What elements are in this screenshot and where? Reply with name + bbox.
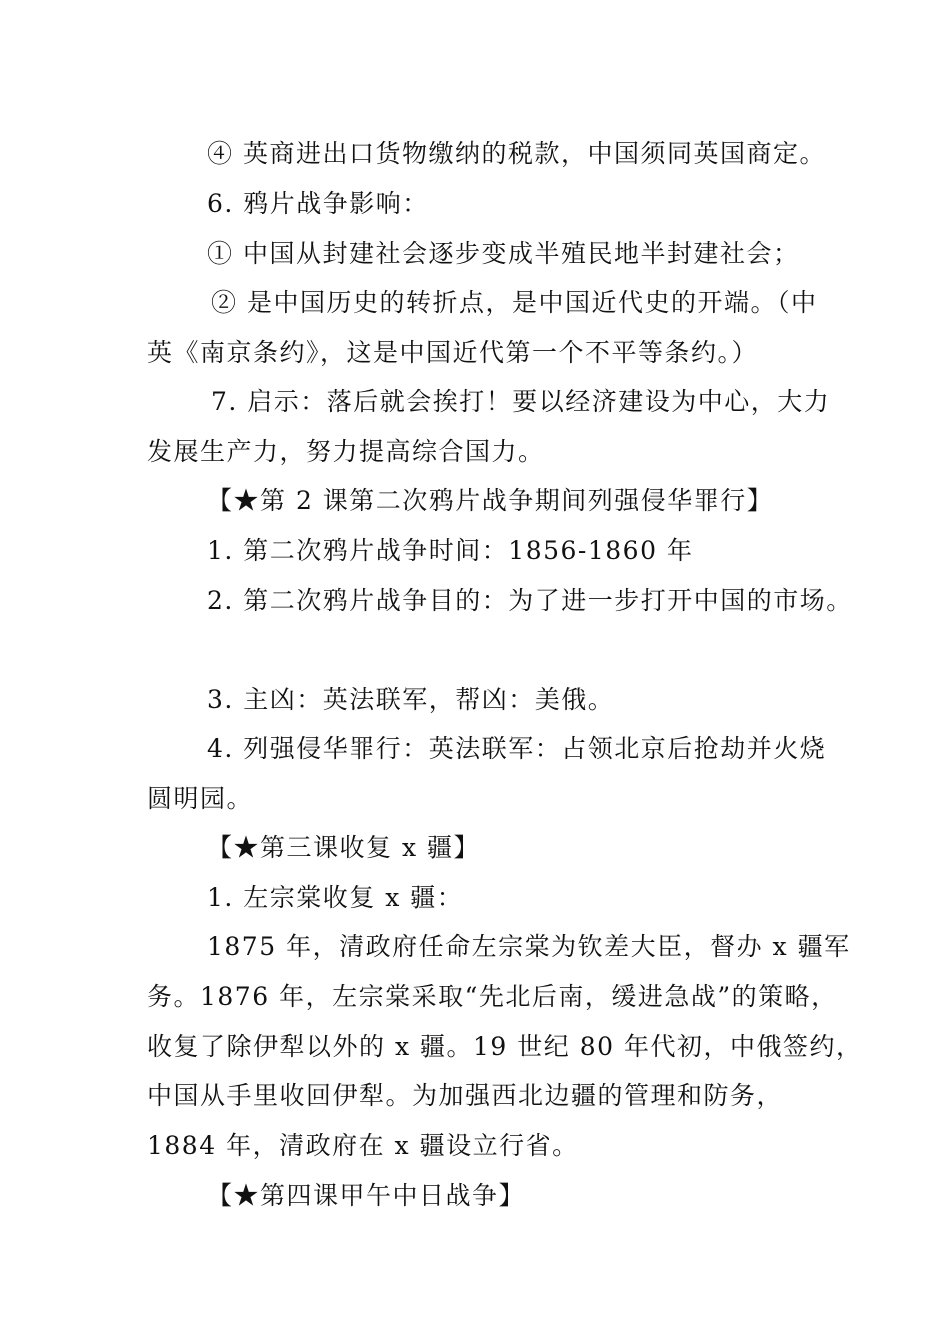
section-heading: 4. 列强侵华罪行：英法联军：占领北京后抢劫并火烧 <box>207 734 827 763</box>
text-line: 发展生产力，努力提高综合国力。 <box>147 437 545 466</box>
section-heading: 3. 主凶：英法联军，帮凶：美俄。 <box>207 685 615 714</box>
lesson-title: 【★第四课甲午中日战争】 <box>207 1181 526 1210</box>
text-line: 英《南京条约》，这是中国近代第一个不平等条约。） <box>147 338 759 367</box>
section-heading: 7. 启示：落后就会挨打！要以经济建设为中心，大力 <box>211 387 831 416</box>
section-heading: 1. 第二次鸦片战争时间：1856-1860 年 <box>207 536 694 565</box>
text-line: 中国从手里收回伊犁。为加强西北边疆的管理和防务， <box>147 1081 784 1110</box>
section-heading: 1. 左宗棠收复 x 疆： <box>207 883 464 912</box>
lesson-title: 【★第三课收复 x 疆】 <box>207 833 480 862</box>
text-line: 务。1876 年，左宗棠采取“先北后南，缓进急战”的策略， <box>147 982 838 1011</box>
lesson-title: 【★第 2 课第二次鸦片战争期间列强侵华罪行】 <box>207 486 774 515</box>
text-line: ④ 英商进出口货物缴纳的税款，中国须同英国商定。 <box>207 139 826 168</box>
text-line: 1875 年，清政府任命左宗棠为钦差大臣，督办 x 疆军 <box>207 932 851 961</box>
text-line: ① 中国从封建社会逐步变成半殖民地半封建社会； <box>207 239 800 268</box>
text-line: 1884 年，清政府在 x 疆设立行省。 <box>147 1131 579 1160</box>
text-line: 收复了除伊犁以外的 x 疆。19 世纪 80 年代初，中俄签约， <box>147 1032 863 1061</box>
section-heading: 6. 鸦片战争影响： <box>207 189 429 218</box>
section-heading: 2. 第二次鸦片战争目的：为了进一步打开中国的市场。 <box>207 586 853 615</box>
text-line: ② 是中国历史的转折点，是中国近代史的开端。（中 <box>211 288 818 317</box>
text-line: 圆明园。 <box>147 784 254 813</box>
